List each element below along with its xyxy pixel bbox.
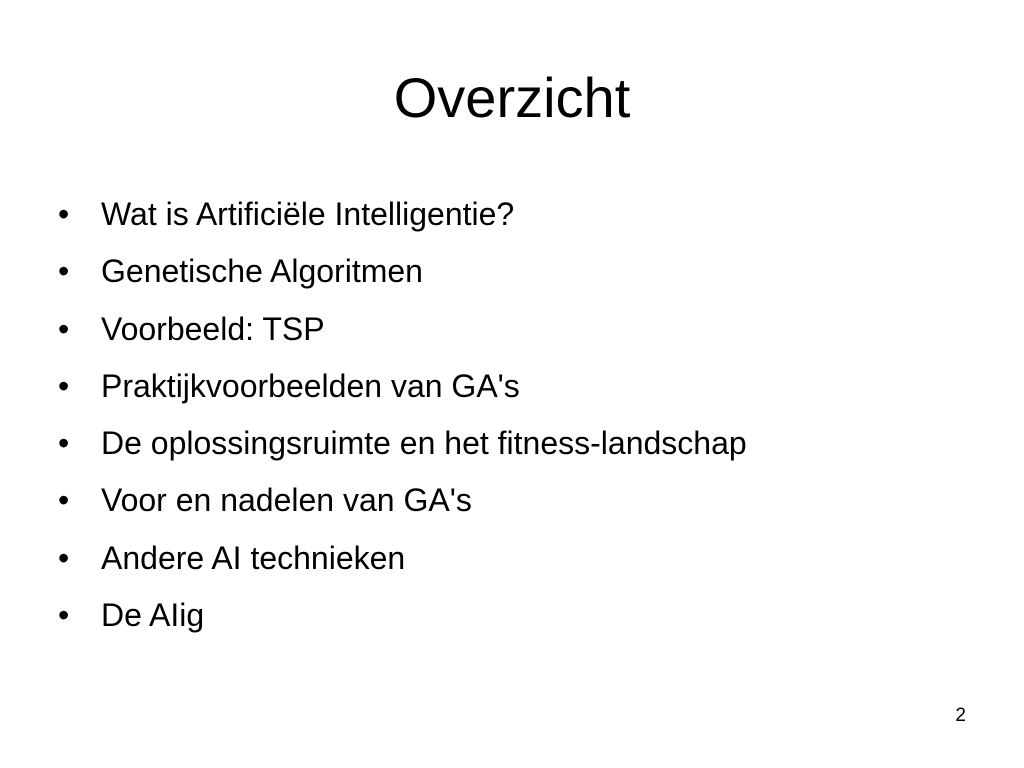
bullet-icon: • xyxy=(58,425,70,462)
bullet-icon: • xyxy=(58,253,70,290)
bullet-text: De oplossingsruimte en het fitness-landschap xyxy=(101,425,747,462)
slide-title: Overzicht xyxy=(393,66,631,129)
bullet-icon: • xyxy=(58,539,70,576)
bullet-text: Praktijkvoorbeelden van GA's xyxy=(101,367,520,404)
bullet-text: Andere AI technieken xyxy=(101,539,406,576)
bullet-text: Voor en nadelen van GA's xyxy=(101,482,472,519)
bullet-icon: • xyxy=(58,482,70,519)
bullet-icon: • xyxy=(58,597,70,634)
bullet-icon: • xyxy=(58,310,70,347)
bullet-text: Genetische Algoritmen xyxy=(101,253,423,290)
bullet-icon: • xyxy=(58,367,70,404)
bullet-text: Voorbeeld: TSP xyxy=(101,310,325,347)
bullet-icon: • xyxy=(58,196,70,232)
bullet-text: Wat is Artificiële Intelligentie? xyxy=(101,196,515,232)
bullet-text: De AIig xyxy=(101,597,205,634)
page-number: 2 xyxy=(955,705,966,726)
